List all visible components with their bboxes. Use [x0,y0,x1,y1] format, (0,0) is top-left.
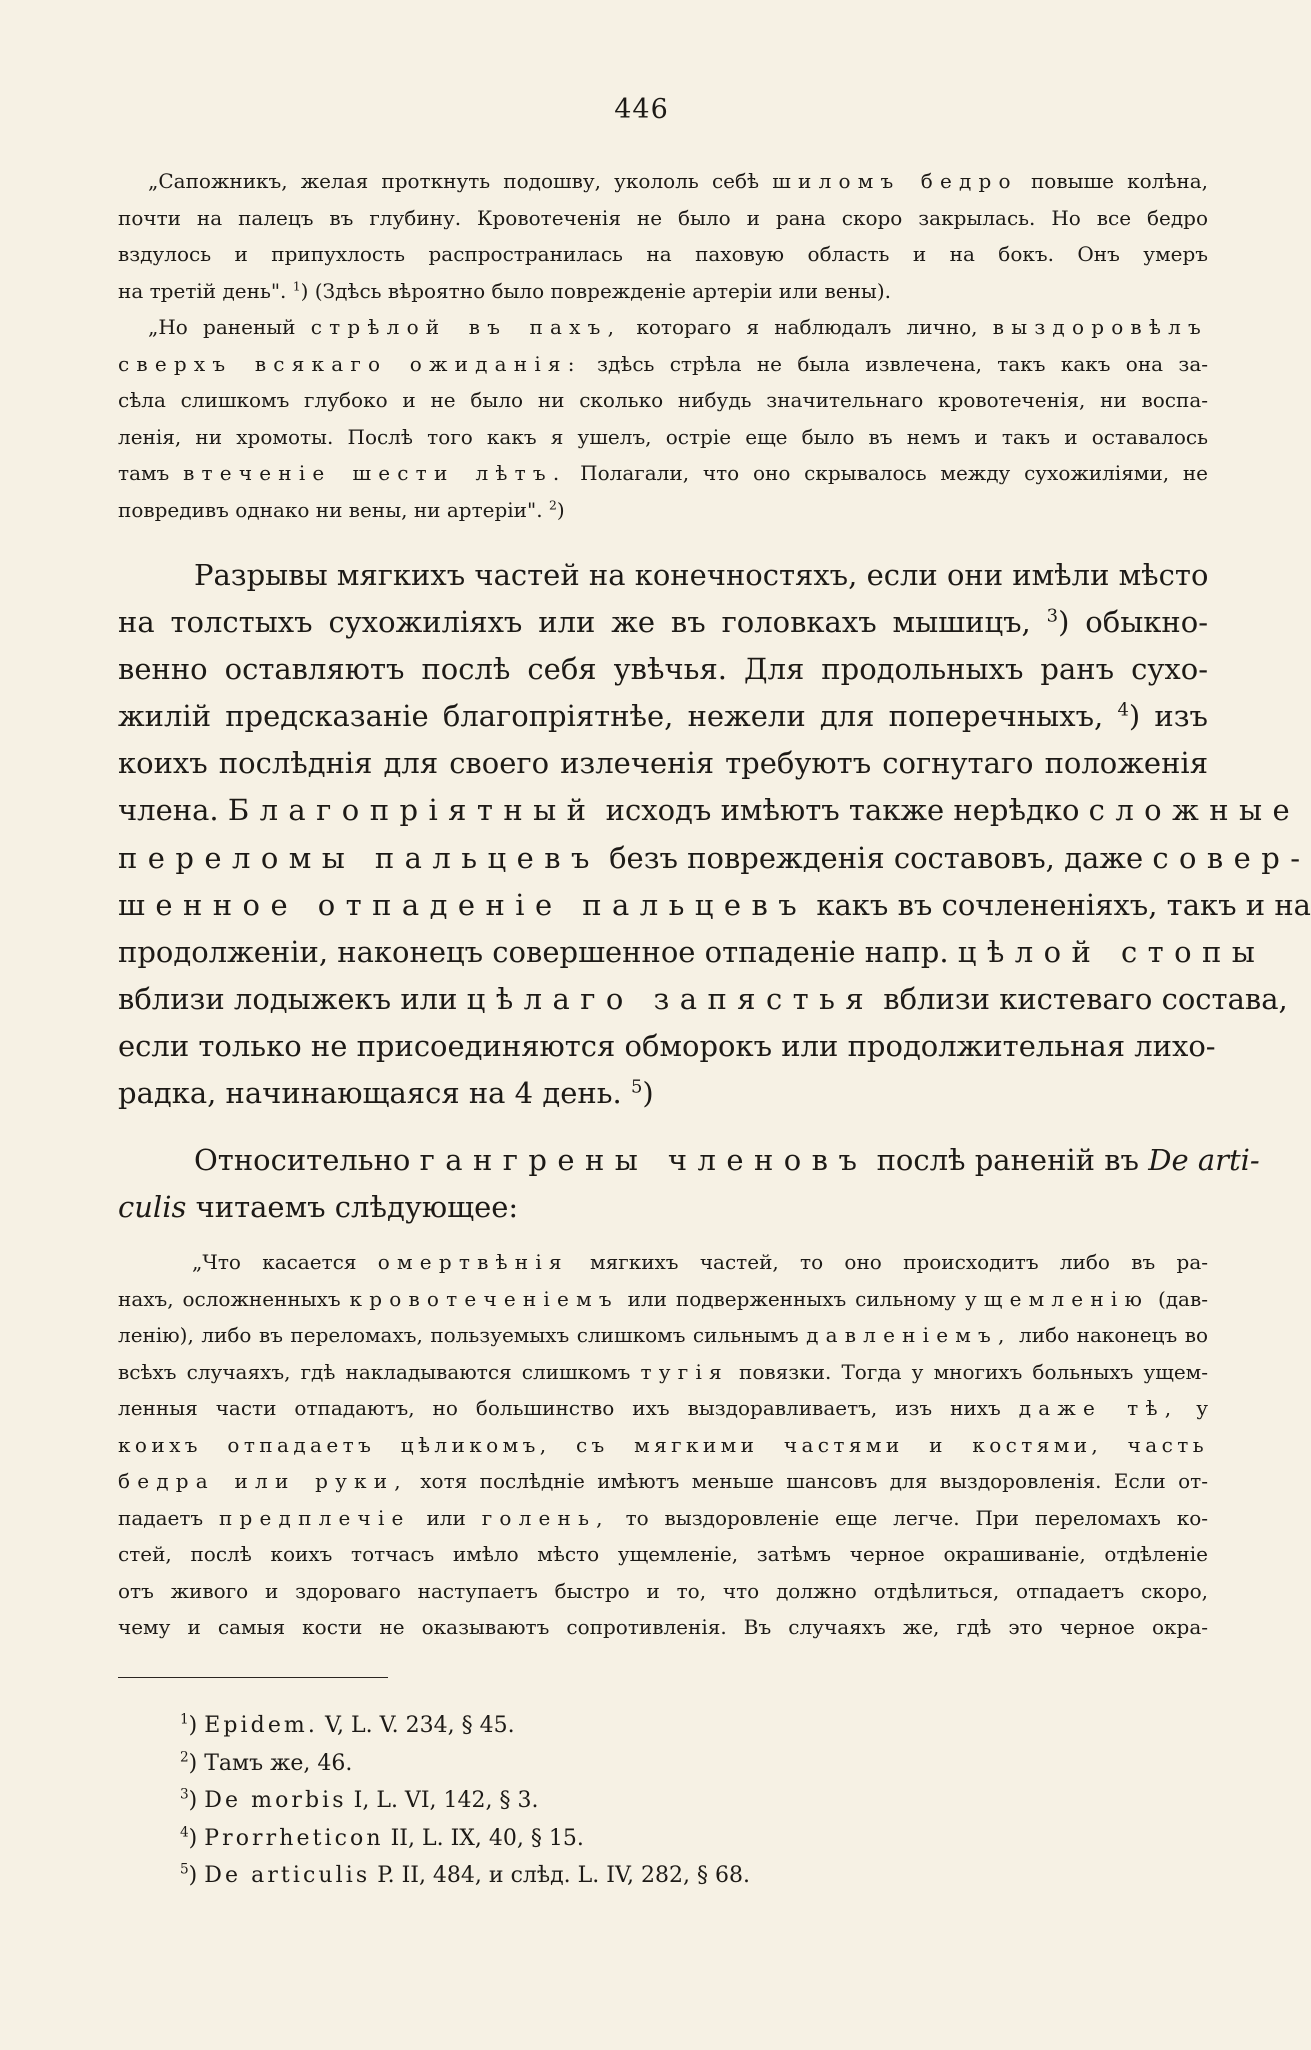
text-span: то выздоровленіе еще легче. При переломахъ ко- [625,1505,1209,1530]
text-span: ) (Здѣсь вѣроятно было поврежденіе артеріи или вены). [300,278,892,303]
text-line [118,693,1208,740]
text-span: повязки. Тогда у многихъ больныхъ ущем- [739,1359,1208,1384]
text-span: падаетъ [118,1505,204,1530]
spaced-text: тугія [640,1359,729,1384]
footnote: $^5$) De articulis P. II, 484, и слѣд. L. IV, 282, § 68. [180,1861,750,1888]
spaced-text: цѣлаго запястья [466,981,875,1016]
main-paragraph [118,552,1311,1117]
text-span: на третій день". [118,278,287,303]
spaced-text: гангрены членовъ [419,1143,868,1177]
text-line: стей, послѣ коихъ тотчасъ имѣло мѣсто ущемленіе, затѣмъ черное окрашиваніе, отдѣленіе [118,1542,1208,1566]
text-span: ) [642,1076,654,1111]
footnote-separator [118,1677,388,1678]
text-line [118,1463,1208,1500]
text-line [118,1354,1208,1391]
text-line: если только не присоединяются обморокъ или продолжительная лихо- [118,1028,1216,1063]
text-span: хотя послѣдніе имѣютъ меньше шансовъ для выздоровленія. Если от- [420,1469,1209,1493]
quote-block-bottom [118,1244,1208,1646]
spaced-text: предплечіе [218,1505,411,1530]
text-span: всѣхъ случаяхъ, гдѣ накладываются слишкомъ [118,1359,631,1384]
footnote-text: II, L. IX, 40, § 15. [390,1825,584,1851]
text-line: коихъ послѣднія для своего излеченія требуютъ согнутаго положенія [118,746,1208,781]
text-line [118,1244,1208,1281]
footnote-number: 3 [180,1786,189,1803]
text-span: какъ въ сочлененіяхъ, такъ и на [816,887,1311,922]
text-span: (дав- [1157,1286,1208,1311]
spaced-text: сложные [1088,793,1301,828]
text-span: вблизи лодыжекъ или [118,981,458,1016]
text-line [118,929,1266,976]
text-line [118,1390,1208,1427]
text-span: ) обыкно- [1058,605,1208,640]
text-line: венно оставляютъ послѣ себя увѣчья. Для продольныхъ ранъ сухо- [118,652,1208,687]
spaced-text: Благопріятный [227,793,597,828]
text-span: ) [556,497,565,522]
text-line [118,309,1208,346]
text-line [118,1184,1208,1231]
spaced-text: стрѣлой въ пахъ, [310,315,622,339]
quote-block-top [118,163,1208,528]
text-line: Разрывы мягкихъ частей на конечностяхъ, если они имѣли мѣсто [194,558,1209,592]
text-line [118,882,1311,929]
text-span: повыше колѣна, [1030,169,1209,193]
footnote-ref: 2 [548,496,557,512]
text-line [118,346,1208,383]
text-span: жилій предсказаніе благопріятнѣе, нежели для поперечныхъ, [118,699,1104,734]
spaced-text: голень, [481,1505,610,1530]
text-span: мягкихъ частей, то оно происходитъ либо въ ра- [590,1250,1209,1274]
italic-text: De arti- [1148,1143,1260,1177]
text-span: безъ поврежденія составовъ, даже [609,840,1144,875]
text-span: исходъ имѣютъ также нерѣдко [605,793,1080,828]
footnote-number: 2 [180,1749,189,1766]
spaced-text: втеченіе шести лѣтъ. [183,461,567,485]
footnote-ref: 4 [1117,699,1129,721]
text-line [118,273,1208,310]
text-span: повредивъ однако ни вены, ни артеріи". [118,497,543,522]
spaced-text: бедра или руки, [118,1469,408,1493]
italic-text: culis [118,1190,187,1225]
text-line: чему и самыя кости не оказываютъ сопротивленія. Въ случаяхъ же, гдѣ это черное окра- [118,1615,1208,1639]
footnote: $^3$) De morbis I, L. VI, 142, § 3. [180,1786,539,1813]
text-span: тамъ [118,461,170,485]
text-line: ленія, ни хромоты. Послѣ того какъ я ушелъ, остріе еще было въ немъ и такъ и оставалось [118,424,1208,449]
spaced-text: совер- [1152,840,1311,875]
spaced-text: давленіемъ, [806,1323,1012,1347]
page-number: 446 [614,94,669,125]
spaced-text: ущемленію [964,1286,1150,1311]
spaced-text: цѣлой стопы [957,934,1266,969]
footnotes [180,1707,750,1895]
footnote-ref: 1 [292,277,301,293]
text-line [118,976,1288,1023]
spaced-text: омертвѣнія [377,1250,569,1274]
text-span: читаемъ слѣдующее: [195,1190,519,1225]
paragraph-gangrene [118,1137,1260,1231]
text-line [118,787,1301,834]
spaced-text: даже тѣ, [1018,1396,1179,1420]
spaced-text: сверхъ всякаго ожиданія: [118,351,582,376]
text-span: Относительно [194,1143,411,1177]
footnote-text: Тамъ же, 46. [204,1750,353,1776]
footnote-ref: 5 [630,1076,643,1098]
text-line [118,835,1311,882]
spaced-text: выздоровѣлъ [992,315,1208,339]
text-span: радка, начинающаяся на 4 день. [118,1076,622,1111]
spaced-text: шиломъ бедро [772,169,1018,193]
text-span: члена. [118,793,219,828]
footnote-source: Prorrheticon [204,1825,384,1851]
text-line: коихъ отпадаетъ цѣликомъ, съ мягкими частями и костями, часть [118,1432,1208,1457]
footnote-number: 5 [180,1861,189,1878]
text-line [118,163,1208,200]
text-line [118,1281,1208,1318]
text-span: продолженіи, наконецъ совершенное отпаденіе напр. [118,934,949,969]
text-span: ) изъ [1128,699,1208,734]
text-line [118,599,1208,646]
text-span: „Сапожникъ, желая проткнуть подошву, укололь себѣ [148,169,760,193]
text-span: у [1196,1396,1209,1420]
spaced-text: переломы пальцевъ [118,840,600,875]
footnote-number: 4 [180,1824,189,1841]
text-line [118,492,1208,529]
text-line [118,1317,1208,1354]
footnote: $^2$) Тамъ же, 46. [180,1749,353,1776]
text-span: на толстыхъ сухожиліяхъ или же въ головкахъ мышицъ, [118,605,1031,640]
spaced-text: шенное отпаденіе пальцевъ [118,887,808,922]
text-span: либо наконецъ во [1019,1323,1208,1347]
text-line [118,455,1208,492]
footnote-source: Epidem. [204,1713,318,1738]
text-span: „Но раненый [148,315,296,339]
spaced-text: кровотеченіемъ [349,1286,619,1311]
text-line: вздулось и припухлость распространилась на паховую область и на бокъ. Онъ умеръ [118,242,1208,266]
text-line: отъ живого и здороваго наступаетъ быстро и то, что должно отдѣлиться, отпадаетъ скоро, [118,1578,1208,1603]
text-span: ленію), либо въ переломахъ, пользуемыхъ слишкомъ сильнымъ [118,1323,799,1347]
text-span: или подверженныхъ сильному [627,1286,956,1311]
text-span: вблизи кистеваго состава, [883,981,1288,1016]
text-span: котораго я наблюдалъ лично, [636,315,978,339]
footnote-text: I, L. VI, 142, § 3. [353,1788,539,1813]
text-line [118,1137,1260,1184]
text-span: ленныя части отпадаютъ, но большинство ихъ выздоравливаетъ, изъ нихъ [118,1396,1001,1420]
footnote-ref: 3 [1046,605,1059,627]
text-span: нахъ, осложненныхъ [118,1286,341,1311]
text-line [118,1500,1208,1537]
text-span: послѣ раненій въ [876,1143,1139,1177]
text-line: сѣла слишкомъ глубоко и не было ни сколько нибудь значительнаго кровотеченія, ни воспа- [118,388,1208,412]
footnote-number: 1 [180,1711,189,1728]
footnote-text: V, L. V. 234, § 45. [324,1713,515,1738]
footnote-source: De articulis [204,1863,371,1888]
text-line: почти на палецъ въ глубину. Кровотеченія не было и рана скоро закрылась. Но все бедро [118,205,1208,230]
footnote: $^4$) Prorrheticon II, L. IX, 40, § 15. [180,1824,584,1851]
text-span: „Что касается [192,1250,357,1274]
text-span: здѣсь стрѣла не была извлечена, такъ какъ она за- [597,351,1209,376]
footnote: $^1$) Epidem. V, L. V. 234, § 45. [180,1711,515,1738]
text-line [118,1070,1208,1117]
footnote-text: P. II, 484, и слѣд. L. IV, 282, § 68. [377,1863,750,1888]
text-span: или [426,1505,466,1530]
text-span: Полагали, что оно скрывалось между сухожиліями, не [580,461,1209,485]
footnote-source: De morbis [204,1788,347,1813]
